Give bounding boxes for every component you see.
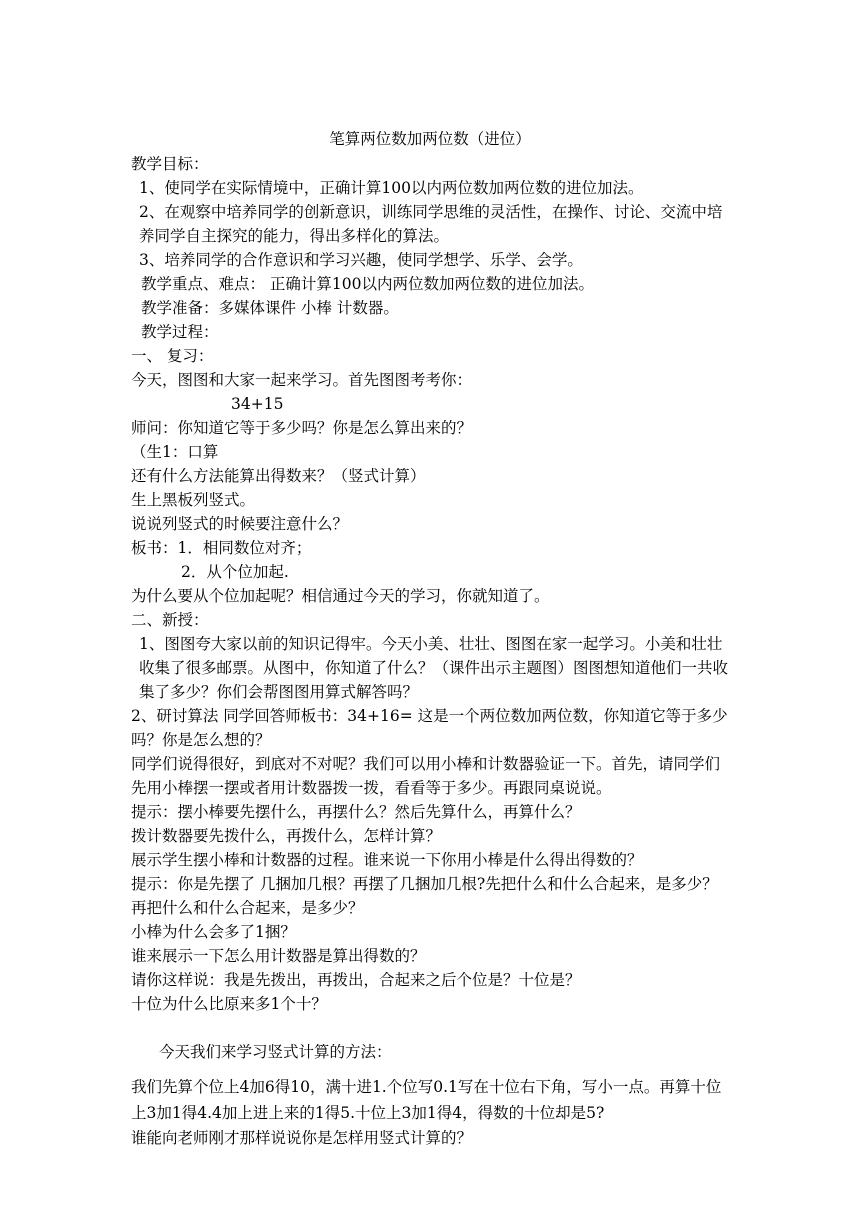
board-note-2: 2．从个位加起. [181, 563, 289, 581]
board-note-1: 板书：1．相同数位对齐； [131, 539, 312, 557]
paragraph: 谁能向老师刚才那样说说你是怎样用竖式计算的？ [131, 1129, 473, 1147]
paragraph: 还有什么方法能算出得数来？（竖式计算） [131, 467, 426, 485]
paragraph: 我们先算个位上4加6得10，满十进1.个位写0.1写在十位右下角，写小一点。再算十位上3加1得4.4加上进上来的1得5.十位上3加1得4，得数的十位却是5? [131, 1078, 722, 1122]
key-points: 教学重点、难点： 正确计算100以内两位数加两位数的进位加法。 [141, 275, 595, 293]
spacer [131, 1016, 731, 1040]
objective-3: 3、培养同学的合作意识和学习兴趣，使同学想学、乐学、会学。 [139, 251, 583, 269]
heading-process: 教学过程： [141, 323, 219, 341]
paragraph: 展示学生摆小棒和计数器的过程。谁来说一下你用小棒是什么得出得数的？ [131, 851, 643, 869]
paragraph: 今天我们来学习竖式计算的方法： [159, 1043, 392, 1061]
paragraph: 提示：摆小棒要先摆什么，再摆什么？然后先算什么，再算什么？ [131, 803, 581, 821]
objective-2: 2、在观察中培养同学的创新意识，训练同学思维的灵活性，在操作、讨论、交流中培养同学自主探究的能力，得出多样化的算法。 [139, 203, 723, 245]
equation: 34+15 [231, 395, 284, 413]
paragraph: 谁来展示一下怎么用计数器是算出得数的？ [131, 947, 426, 965]
paragraph: 提示：你是先摆了 几捆加几根？再摆了几捆加几根?先把什么和什么合起来，是多少？再把什么和什么合起来，是多少？ [131, 875, 718, 917]
objective-1: 1、使同学在实际情境中，正确计算100以内两位数加两位数的进位加法。 [139, 179, 644, 197]
section-review: 一、 复习： [131, 347, 214, 365]
paragraph: 小棒为什么会多了1捆？ [131, 923, 296, 941]
paragraph: 2、研讨算法 同学回答师板书：34+16= 这是一个两位数加两位数，你知道它等于多少吗？你是怎么想的？ [131, 707, 728, 749]
document-body [131, 152, 731, 1150]
paragraph: 拨计数器要先拨什么，再拨什么，怎样计算？ [131, 827, 442, 845]
paragraph: 请你这样说：我是先拨出，再拨出，合起来之后个位是？十位是？ [131, 971, 581, 989]
paragraph: 师问：你知道它等于多少吗？你是怎么算出来的？ [131, 419, 473, 437]
paragraph: 说说列竖式的时候要注意什么？ [131, 515, 349, 533]
paragraph: 十位为什么比原来多1个十？ [131, 995, 327, 1013]
paragraph: 同学们说得很好，到底对不对呢？我们可以用小棒和计数器验证一下。首先，请同学们先用小棒摆一摆或者用计数器拨一拨，看看等于多少。再跟同桌说说。 [131, 755, 721, 797]
paragraph: 为什么要从个位加起呢？相信通过今天的学习，你就知道了。 [131, 587, 550, 605]
paragraph: （生1：口算 [131, 443, 219, 461]
paragraph: 生上黑板列竖式。 [131, 491, 256, 509]
document-title: 笔算两位数加两位数（进位） [329, 130, 531, 148]
section-new: 二、新授： [131, 611, 209, 629]
heading-objectives: 教学目标： [131, 155, 209, 173]
paragraph: 今天，图图和大家一起来学习。首先图图考考你： [131, 371, 473, 389]
paragraph: 1、图图夸大家以前的知识记得牢。今天小美、壮壮、图图在家一起学习。小美和壮壮收集了很多邮票。从图中，你知道了什么？（课件出示主题图）图图想知道他们一共收集了多少？你们会帮图图用算式解答吗？ [139, 635, 729, 701]
preparation: 教学准备：多媒体课件 小棒 计数器。 [141, 299, 399, 317]
